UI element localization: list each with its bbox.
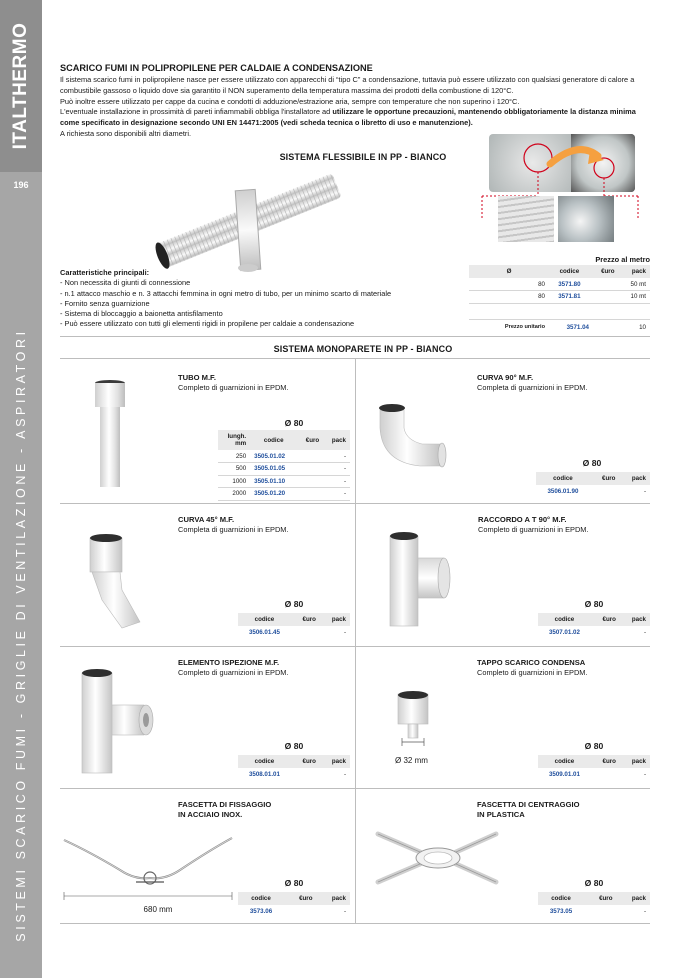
product-description: Completo di guarnizioni in EPDM. <box>478 525 589 534</box>
cell-code: 3508.01.01 <box>248 770 280 778</box>
tubo-image <box>98 380 122 490</box>
cell-code: 3571.04 <box>566 323 589 331</box>
cell-price <box>607 321 622 334</box>
sidebar-category-text: SISTEMI SCARICO FUMI - GRIGLIE DI VENTILAZIONE - ASPIRATORI <box>14 328 28 942</box>
cell-length: 2000 <box>218 488 250 501</box>
diameter-label: Ø 80 <box>284 741 304 751</box>
table-row <box>218 450 350 463</box>
tappo-scarico-price-table <box>538 755 650 781</box>
fascetta-centraggio-image <box>370 826 505 890</box>
intro-p3-bold-a: utilizzare le opportune precauzioni, mantenendo obbligatoriamente la distanza minima <box>332 107 636 117</box>
cell-price <box>590 485 620 498</box>
table-row <box>469 278 650 291</box>
cell-price <box>291 768 320 781</box>
intro-text <box>60 75 652 140</box>
cell-pack: - <box>343 907 346 915</box>
intro-paragraph-1a: Il sistema scarico fumi in polipropilene nasce per essere utilizzato con apparecchi di “tipo C” a condensazione, tuttavia può essere utilizzato con qualsiasi generatore di calore a <box>60 75 635 84</box>
product-description: Completo di guarnizioni in EPDM. <box>178 668 289 677</box>
cell-diameter: 80 <box>469 291 549 304</box>
cell-code: 3506.01.90 <box>547 487 579 495</box>
table-row <box>218 475 350 488</box>
product-description: Completa di guarnizioni in EPDM. <box>178 525 289 534</box>
product-title: CURVA 90° M.F. <box>477 373 534 382</box>
cell-price <box>297 450 323 463</box>
diameter-label: Ø 80 <box>284 878 304 888</box>
cell-price <box>591 626 620 639</box>
col-pack: pack <box>620 613 650 626</box>
product-title: TAPPO SCARICO CONDENSA <box>477 658 586 667</box>
col-code: codice <box>549 265 590 278</box>
cell-code: 3571.81 <box>549 291 590 304</box>
col-code: codice <box>538 755 591 768</box>
brand-logo: ITALTHERMO <box>10 22 31 150</box>
list-item: - Non necessita di giunti di connessione <box>60 278 191 288</box>
cell-pack: - <box>643 628 646 636</box>
fitting-detail-photo <box>558 196 614 242</box>
product-title: TUBO M.F. <box>178 373 216 382</box>
cell-pack: - <box>323 450 350 463</box>
col-code: codice <box>536 472 590 485</box>
cell-pack: - <box>643 770 646 778</box>
product-title: RACCORDO A T 90° M.F. <box>478 515 567 524</box>
table-row <box>238 768 350 781</box>
cell-code: 3505.01.10 <box>250 475 297 488</box>
product-fascetta-fissaggio <box>178 800 271 820</box>
table-row <box>218 463 350 476</box>
product-title: ELEMENTO ISPEZIONE M.F. <box>178 658 280 667</box>
features-list <box>60 268 391 330</box>
product-description: Completa di guarnizioni in EPDM. <box>477 383 588 392</box>
cell-price <box>584 905 616 918</box>
unit-price-label: Prezzo unitario <box>504 324 545 331</box>
product-elemento-ispezione <box>178 658 289 678</box>
raccordo-t-image <box>380 528 454 628</box>
tubo-price-table <box>218 430 350 501</box>
diameter-label: Ø 80 <box>582 458 602 468</box>
cell-code: 3507.01.02 <box>548 628 580 636</box>
cell-diameter: 80 <box>469 278 549 291</box>
flexible-pipe-image <box>146 160 366 280</box>
col-price: €uro <box>291 613 320 626</box>
curva-90-image <box>376 398 451 470</box>
intro-paragraph-1b: combustibile gassoso o liquido dove sia garantito il NON superamento della temperatura massima dei prodotti della combustione di 120°C. <box>60 85 514 95</box>
cell-code: 3505.01.05 <box>250 463 297 476</box>
intro-title: SCARICO FUMI IN POLIPROPILENE PER CALDAIE A CONDENSAZIONE <box>60 63 373 73</box>
col-price: €uro <box>291 755 320 768</box>
cell-pack: - <box>323 463 350 476</box>
col-pack: pack <box>320 613 350 626</box>
page-content <box>58 0 650 978</box>
list-item: - Sistema di bloccaggio a baionetta antisfilamento <box>60 309 223 319</box>
cell-price <box>297 488 323 501</box>
cell-price <box>291 626 320 639</box>
col-code: codice <box>238 755 291 768</box>
col-code: codice <box>538 892 584 905</box>
col-pack: pack <box>616 892 650 905</box>
cell-code: 3505.01.20 <box>250 488 297 501</box>
product-subtitle: IN PLASTICA <box>477 810 525 819</box>
product-description: Completo di guarnizioni in EPDM. <box>178 383 289 392</box>
col-price: €uro <box>590 265 619 278</box>
unit-price-table <box>469 321 650 334</box>
product-tubo-mf <box>178 373 289 393</box>
mono-section-title: SISTEMA MONOPARETE IN PP - BIANCO <box>273 344 453 354</box>
cell-code: 3571.80 <box>549 278 590 291</box>
list-item: - Fornito senza guarnizione <box>60 298 150 308</box>
cell-code: 3573.06 <box>249 907 273 915</box>
col-code: codice <box>250 430 297 450</box>
cell-pack: - <box>343 770 346 778</box>
col-price: €uro <box>591 755 620 768</box>
col-price: €uro <box>584 892 616 905</box>
col-length <box>218 430 250 450</box>
table-row <box>538 905 650 918</box>
product-subtitle: IN ACCIAIO INOX. <box>178 810 243 819</box>
col-code: codice <box>238 613 291 626</box>
product-raccordo-t <box>478 515 589 535</box>
intro-paragraph-3a <box>60 107 652 118</box>
col-pack: pack <box>316 892 350 905</box>
cell-length: 250 <box>218 450 250 463</box>
dimension-label: Ø 32 mm <box>395 756 428 765</box>
col-code: codice <box>538 613 591 626</box>
cell-pack: 10 <box>639 323 646 331</box>
cell-price <box>590 291 619 304</box>
diameter-label: Ø 80 <box>284 418 304 428</box>
list-item: - Può essere utilizzato con tutti gli elementi rigidi in propilene per caldaie a condensazione <box>60 319 355 329</box>
curva-90-price-table <box>536 472 650 498</box>
cell-price <box>297 475 323 488</box>
table-row <box>218 488 350 501</box>
table-row <box>538 626 650 639</box>
diameter-label: Ø 80 <box>584 741 604 751</box>
table-row <box>469 291 650 304</box>
intro-paragraph-2: Può inoltre essere utilizzato per cappe da cucina e condotti di adduzione/estrazione aria, sempre con temperature che non superino i 120°C. <box>60 96 520 106</box>
cell-code: 3505.01.02 <box>250 450 297 463</box>
fascetta-centraggio-price-table <box>538 892 650 918</box>
flex-price-table <box>469 265 650 304</box>
col-price: €uro <box>591 613 620 626</box>
pipe-body <box>100 407 120 487</box>
brand-block <box>0 0 42 172</box>
flex-section-title: SISTEMA FLESSIBILE IN PP - BIANCO <box>279 152 447 162</box>
cell-pack: - <box>643 487 646 495</box>
elemento-ispezione-price-table <box>238 755 350 781</box>
cell-length: 500 <box>218 463 250 476</box>
diameter-label: Ø 80 <box>584 599 604 609</box>
cell-length: 1000 <box>218 475 250 488</box>
diameter-label: Ø 80 <box>584 878 604 888</box>
price-caption: Prezzo al metro <box>595 255 650 264</box>
cell-pack: 10 mt <box>618 291 650 304</box>
cell-pack: - <box>323 488 350 501</box>
diameter-label: Ø 80 <box>284 599 304 609</box>
col-price: €uro <box>590 472 620 485</box>
raccordo-t-price-table <box>538 613 650 639</box>
col-price: €uro <box>284 892 316 905</box>
pipe-socket <box>95 383 125 407</box>
col-price: €uro <box>297 430 323 450</box>
curva-45-image <box>82 530 142 630</box>
tappo-scarico-image <box>386 688 442 752</box>
features-title: Caratteristiche principali: <box>60 268 150 277</box>
table-row <box>536 485 650 498</box>
intro-paragraph-3b: come specificato in designazione secondo UNI EN 14471:2005 (vedi scheda tecnica o libretto di uso e manutenzione). <box>60 118 473 128</box>
cell-pack: - <box>343 628 346 636</box>
dimension-label: 680 mm <box>128 905 188 914</box>
col-pack: pack <box>618 265 650 278</box>
table-row <box>469 321 650 334</box>
table-row <box>538 768 650 781</box>
cell-price <box>297 463 323 476</box>
cell-code: 3506.01.45 <box>248 628 280 636</box>
table-row <box>238 626 350 639</box>
col-length-label: lungh. <box>227 433 247 440</box>
col-pack: pack <box>619 472 650 485</box>
cell-price <box>590 278 619 291</box>
cell-code: 3509.01.01 <box>548 770 580 778</box>
cell-pack: 50 mt <box>618 278 650 291</box>
list-item: - n.1 attacco maschio e n. 3 attacchi femmina in ogni metro di tubo, per un minimo scarto di materiale <box>60 288 392 298</box>
col-pack: pack <box>323 430 350 450</box>
product-title: CURVA 45° M.F. <box>178 515 235 524</box>
col-pack: pack <box>320 755 350 768</box>
product-curva-45 <box>178 515 289 535</box>
table-row <box>238 905 350 918</box>
page-number: 196 <box>13 180 29 190</box>
elemento-ispezione-image <box>74 665 158 777</box>
cell-pack: - <box>643 907 646 915</box>
product-description: Completo di guarnizioni in EPDM. <box>477 668 588 677</box>
fascetta-fissaggio-price-table <box>238 892 350 918</box>
cell-price <box>284 905 316 918</box>
ribbed-pipe-photo <box>498 196 554 242</box>
col-length-unit: mm <box>235 440 247 447</box>
col-pack: pack <box>620 755 650 768</box>
product-title: FASCETTA DI FISSAGGIO <box>178 800 272 809</box>
col-code: codice <box>238 892 284 905</box>
fascetta-fissaggio-image <box>60 830 235 910</box>
cell-pack: - <box>323 475 350 488</box>
intro-p3-normal: L'eventuale installazione in prossimità di pareti infiammabili obbliga l'installatore ad <box>60 107 333 117</box>
product-tappo-scarico <box>477 658 588 678</box>
product-fascetta-centraggio <box>477 800 580 820</box>
product-title: FASCETTA DI CENTRAGGIO <box>477 800 580 809</box>
cell-price <box>591 768 620 781</box>
curva-45-price-table <box>238 613 350 639</box>
product-curva-90 <box>477 373 588 393</box>
sidebar <box>0 0 42 978</box>
col-diameter: Ø <box>469 265 549 278</box>
intro-paragraph-4: A richiesta sono disponibili altri diametri. <box>60 128 192 138</box>
cell-code: 3573.05 <box>549 907 573 915</box>
